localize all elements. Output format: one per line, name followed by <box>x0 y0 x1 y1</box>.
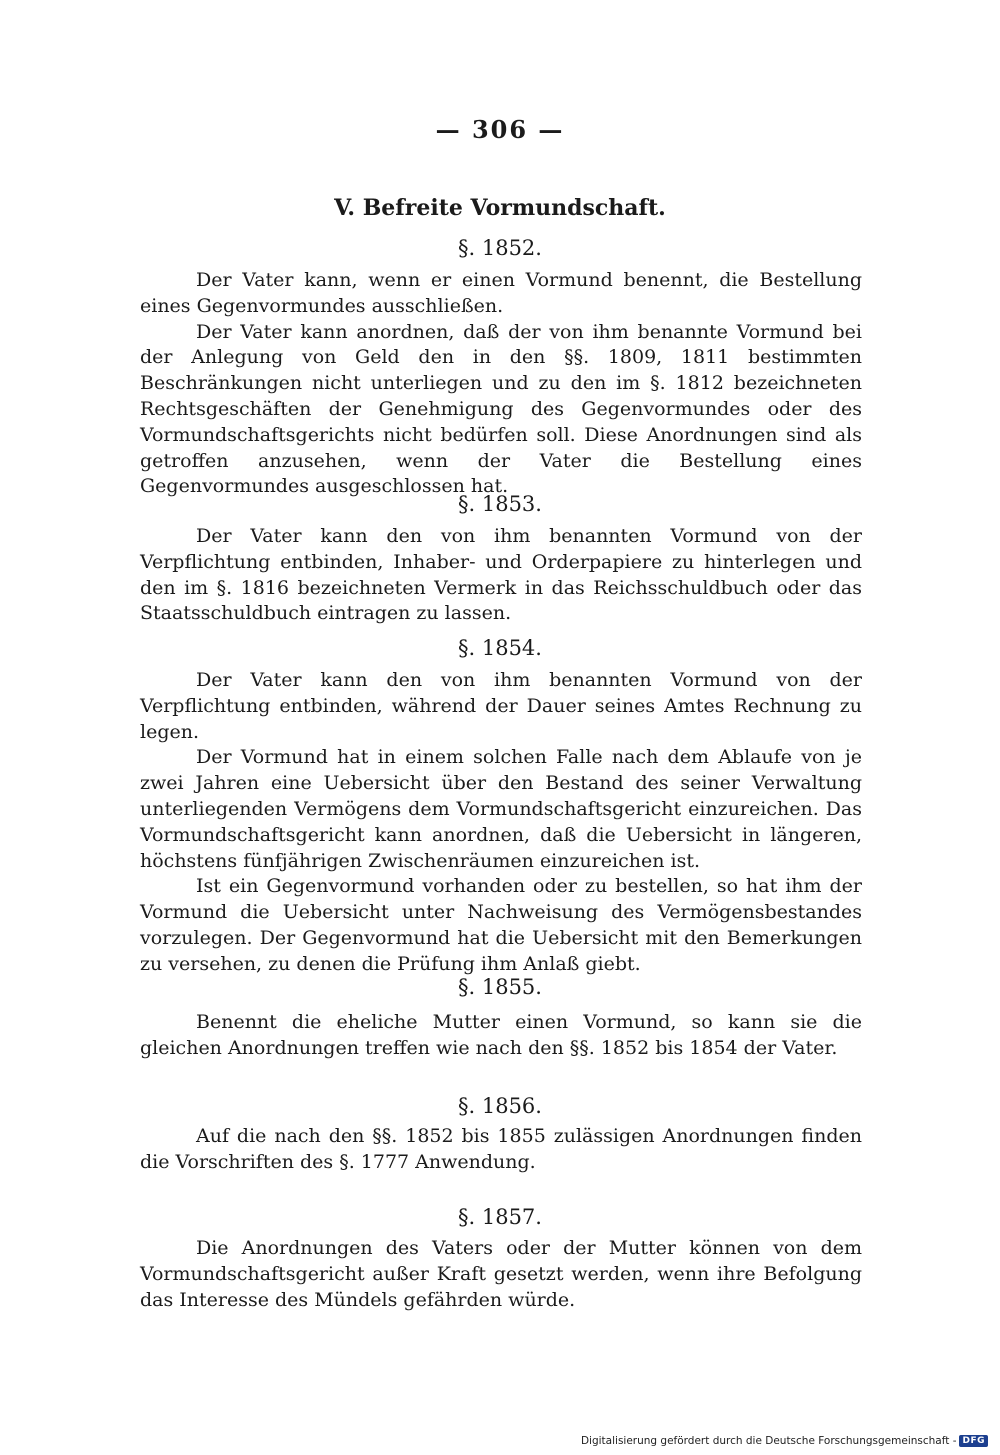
paragraph-body-1857 <box>140 1236 862 1313</box>
paragraph-text: Ist ein Gegenvormund vorhanden oder zu bestellen, so hat ihm der Vormund die Uebersicht unter Nachweisung des Vermögensbestandes vorzulegen. Der Gegenvormund hat die Uebersicht mit den Bemerkungen zu versehen, zu denen die Prüfung ihm Anlaß giebt. <box>140 875 862 975</box>
paragraph-heading-1855: §. 1855. <box>458 975 542 999</box>
footer-text: Digitalisierung gefördert durch die Deutsche Forschungsgemeinschaft - <box>580 1435 957 1447</box>
paragraph-text: Die Anordnungen des Vaters oder der Mutter können von dem Vormundschaftsgericht außer Kraft gesetzt werden, wenn ihre Befolgung das Interesse des Mündels gefährden würde. <box>140 1237 862 1311</box>
paragraph-text: Der Vater kann, wenn er einen Vormund benennt, die Bestellung eines Gegenvormundes ausschließen. <box>140 269 862 317</box>
paragraph-text: Benennt die eheliche Mutter einen Vormund, so kann sie die gleichen Anordnungen treffen wie nach den §§. 1852 bis 1854 der Vater. <box>140 1011 862 1059</box>
paragraph-text: Auf die nach den §§. 1852 bis 1855 zulässigen Anordnungen finden die Vorschriften des §. 1777 Anwendung. <box>140 1125 862 1173</box>
dfg-logo-icon: DFG <box>959 1435 988 1447</box>
paragraph-text: Der Vater kann den von ihm benannten Vormund von der Verpflichtung entbinden, Inhaber- und Orderpapiere zu hinterlegen und den im §. 1816 bezeichneten Vermerk in das Reichsschuldbuch oder das Staatsschuldbuch eintragen zu lassen. <box>140 525 862 625</box>
digitization-footer <box>581 1435 988 1447</box>
paragraph-heading-1854: §. 1854. <box>458 636 542 660</box>
paragraph-heading-1857: §. 1857. <box>458 1205 542 1229</box>
paragraph-text: Der Vater kann anordnen, daß der von ihm benannte Vormund bei der Anlegung von Geld den in den §§. 1809, 1811 bestimmten Beschränkungen nicht unterliegen und zu den im §. 1812 bezeichneten Rechtsgeschäften der Genehmigung des Gegenvormundes oder des Vormundschaftsgerichts nicht bedürfen soll. Diese Anordnungen sind als getroffen anzusehen, wenn der Vater die Bestellung eines Gegenvormundes ausgeschlossen hat. <box>140 320 862 498</box>
paragraph-body-1856 <box>140 1124 862 1176</box>
paragraph-text: Der Vormund hat in einem solchen Falle nach dem Ablaufe von je zwei Jahren eine Uebersicht über den Bestand des seiner Verwaltung unterliegenden Vermögens dem Vormundschaftsgericht einzureichen. Das Vormundschaftsgericht kann anordnen, daß die Uebersicht in längeren, höchstens fünfjährigen Zwischenräumen einzureichen ist. <box>140 746 862 872</box>
paragraph-body-1853 <box>140 524 862 627</box>
paragraph-body-1852 <box>140 268 862 500</box>
page-number: — 306 — <box>435 115 565 144</box>
section-title: V. Befreite Vormundschaft. <box>334 195 666 221</box>
paragraph-heading-1852: §. 1852. <box>458 236 542 260</box>
paragraph-heading-1853: §. 1853. <box>458 492 542 516</box>
paragraph-text: Der Vater kann den von ihm benannten Vormund von der Verpflichtung entbinden, während der Dauer seines Amtes Rechnung zu legen. <box>140 669 862 743</box>
paragraph-body-1855 <box>140 1010 862 1062</box>
paragraph-heading-1856: §. 1856. <box>458 1094 542 1118</box>
paragraph-body-1854 <box>140 668 862 978</box>
